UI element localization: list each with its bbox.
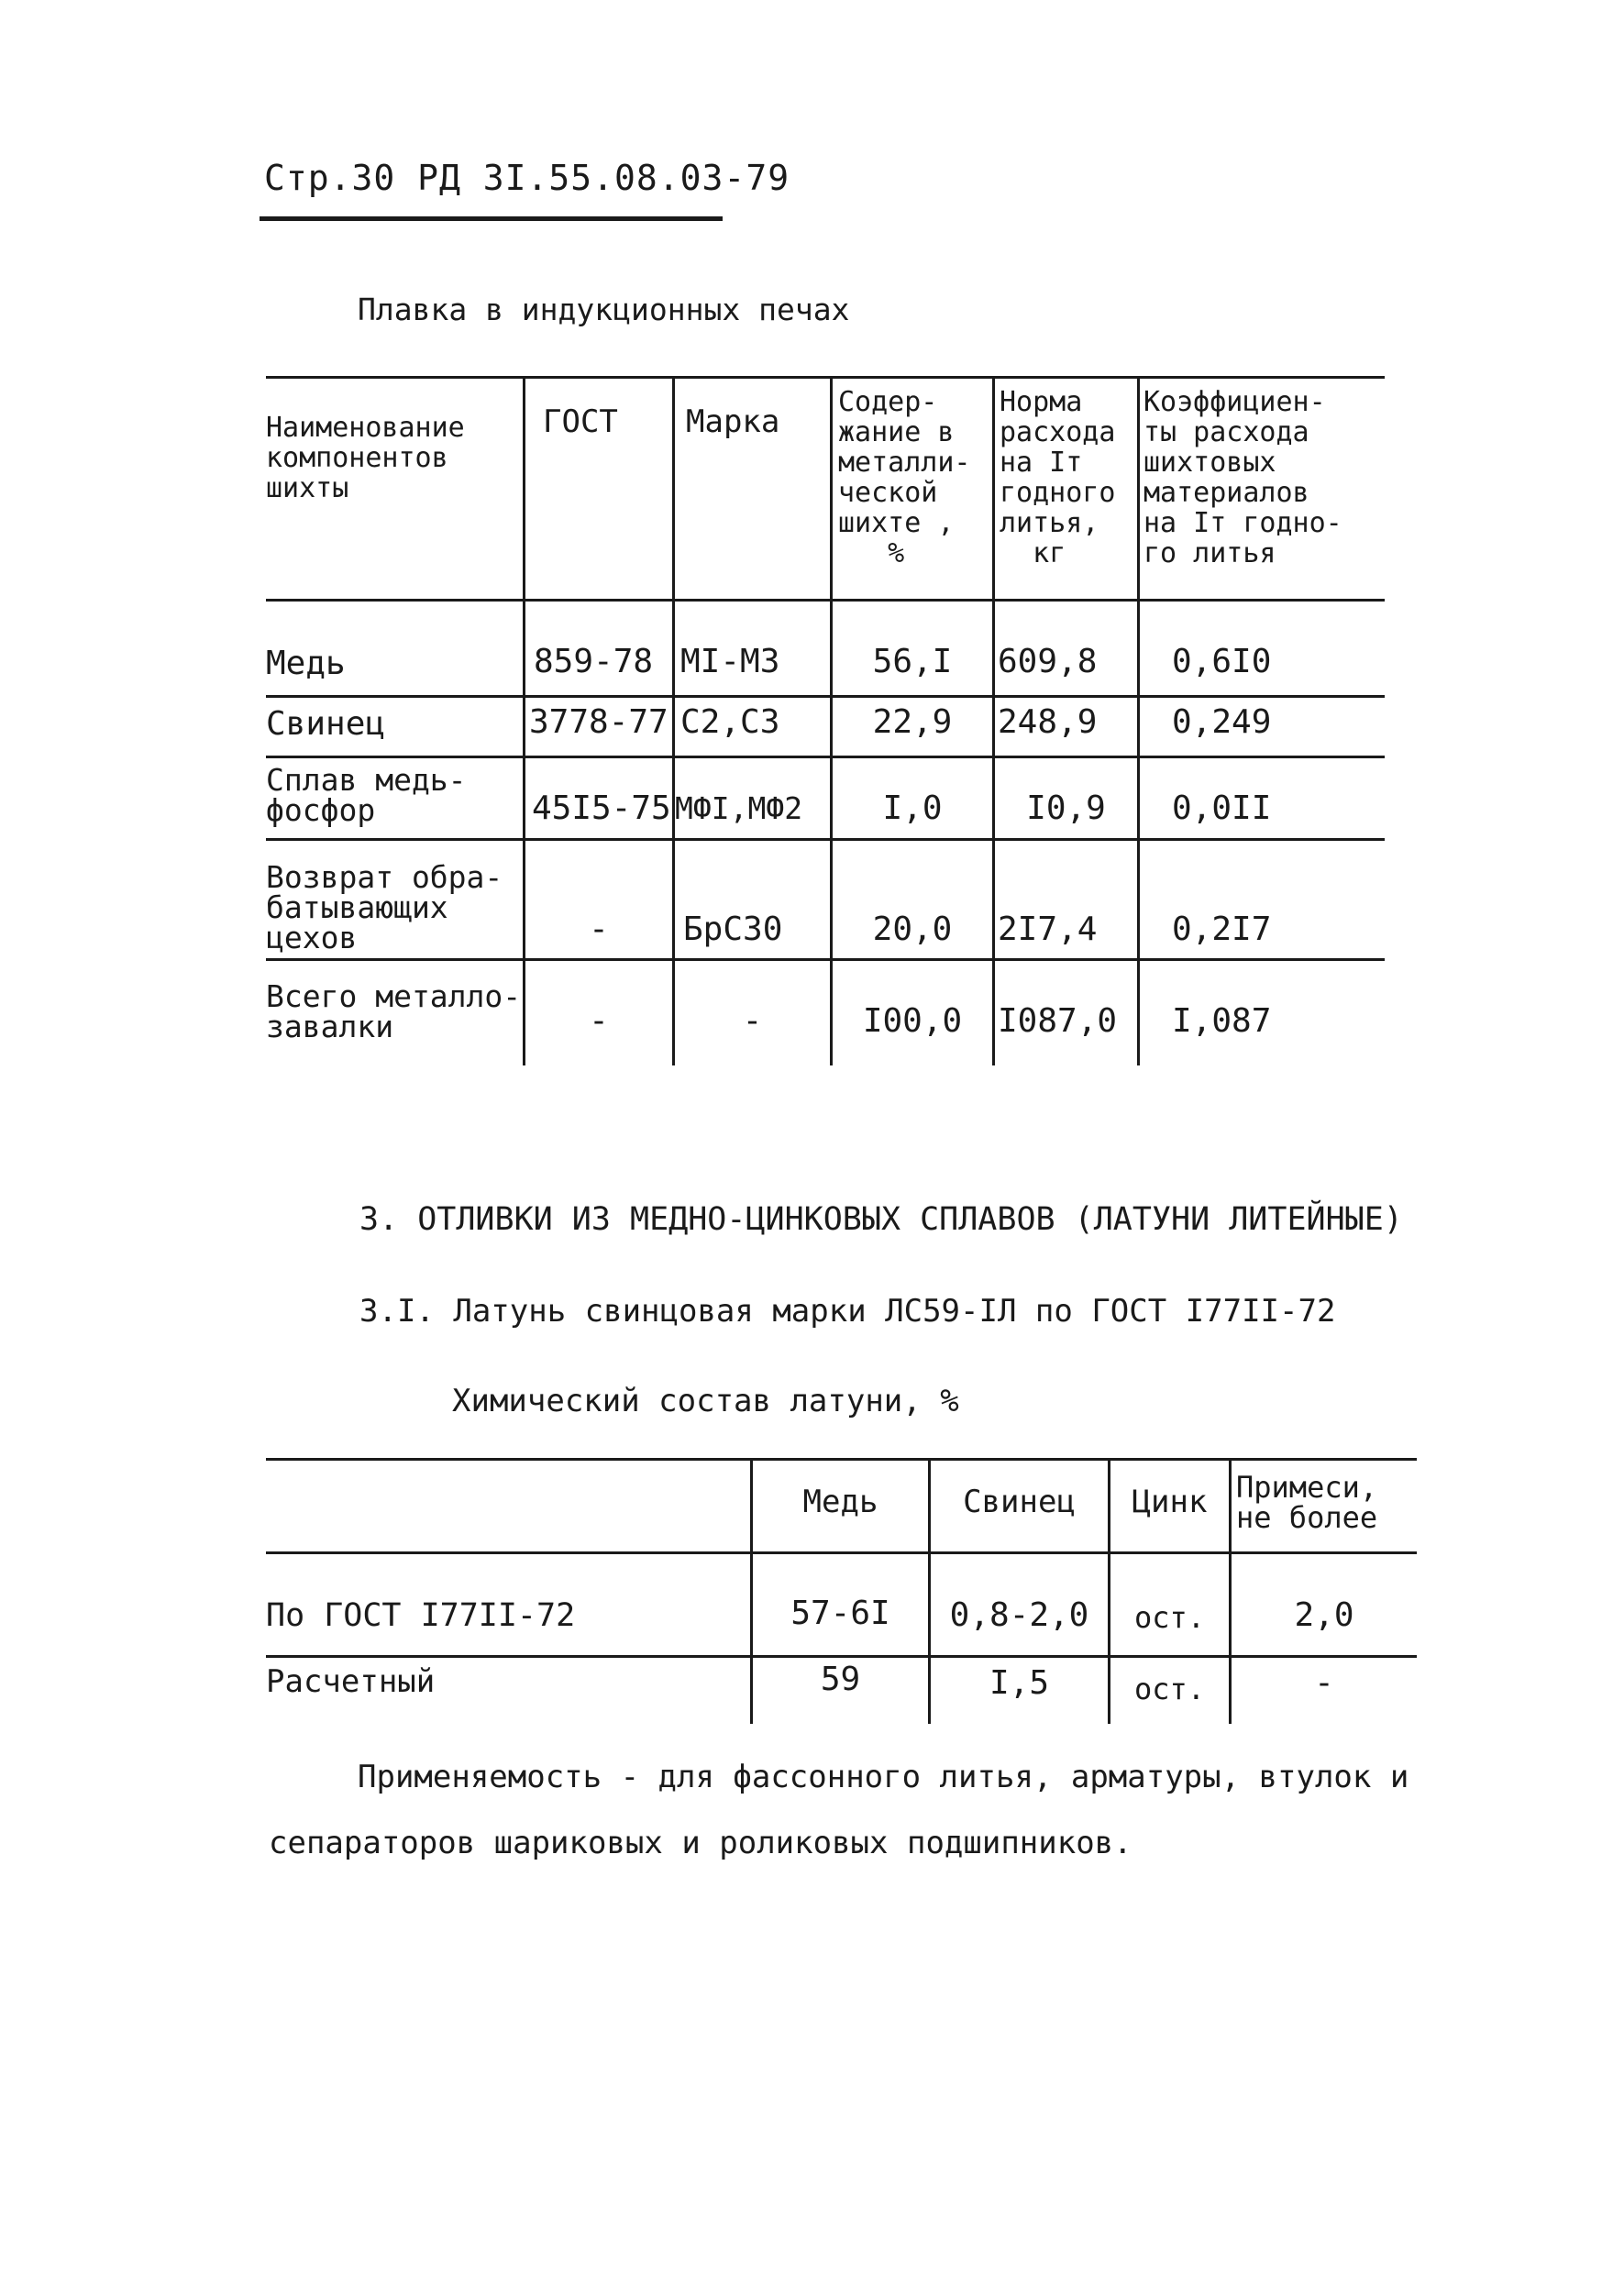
row-content: 22,9 — [872, 703, 953, 741]
header-mark: Марка — [686, 403, 780, 440]
row-coefficient: 0,0II — [1172, 789, 1272, 827]
header-copper: Медь — [802, 1484, 878, 1520]
row-copper: 57-6I — [790, 1595, 890, 1632]
header-coefficient: Коэффициен- ты расхода шихтовых материалов на Iт годно- го литья — [1143, 386, 1342, 569]
table-rule — [266, 958, 1385, 961]
row-content: I,0 — [882, 789, 943, 827]
row-name: Сплав медь- фосфор — [266, 762, 467, 828]
row-zinc: ост. — [1133, 1672, 1206, 1706]
header-zinc: Цинк — [1132, 1484, 1208, 1520]
header-impurities: Примеси, не более — [1236, 1470, 1378, 1535]
row-norm: I0,9 — [1026, 789, 1106, 827]
table-rule — [266, 838, 1385, 841]
table2-caption: Химический состав латуни, % — [452, 1383, 959, 1419]
table1-caption: Плавка в индукционных печах — [358, 292, 850, 327]
header-component-name: Наименование компонентов шихты — [266, 412, 465, 504]
charge-materials-table — [266, 376, 1385, 1065]
row-name: Возврат обра- батывающих цехов — [266, 859, 503, 955]
row-norm: 248,9 — [998, 703, 1098, 741]
row-content: 56,I — [872, 643, 953, 680]
table-rule — [992, 376, 995, 1065]
table-rule — [1137, 376, 1140, 1065]
row-gost: - — [589, 911, 609, 948]
row-norm: I087,0 — [998, 1002, 1118, 1040]
row-zinc: ост. — [1133, 1600, 1206, 1635]
table-rule — [266, 695, 1385, 698]
row-name: Всего металло- завалки — [266, 978, 522, 1044]
row-content: I00,0 — [862, 1002, 963, 1040]
row-copper: 59 — [820, 1661, 861, 1698]
paragraph-line-1: Применяемость - для фассонного литья, арматуры, втулок и — [358, 1759, 1409, 1795]
paragraph-line-2: сепараторов шариковых и роликовых подшипников. — [269, 1825, 1132, 1861]
row-mark: МФI,МФ2 — [675, 790, 803, 826]
header-underline — [260, 216, 723, 221]
row-gost: 859-78 — [534, 643, 654, 680]
row-content: 20,0 — [872, 911, 953, 948]
row-gost: 45I5-75 — [532, 789, 671, 827]
header-lead: Свинец — [963, 1484, 1076, 1520]
header-gost: ГОСТ — [543, 403, 618, 440]
row-name: Расчетный — [266, 1663, 436, 1700]
row-gost: 3778-77 — [529, 703, 668, 741]
row-lead: 0,8-2,0 — [949, 1596, 1089, 1634]
row-name: Медь — [266, 645, 346, 682]
row-coefficient: I,087 — [1172, 1002, 1272, 1040]
row-lead: I,5 — [989, 1664, 1050, 1702]
page-header: Стр.30 РД 3I.55.08.03-79 — [264, 158, 790, 198]
chemical-composition-table — [266, 1458, 1417, 1724]
row-norm: 2I7,4 — [998, 911, 1098, 948]
header-content: Содер- жание в металли- ческой шихте , % — [838, 386, 971, 569]
row-impurities: - — [1314, 1664, 1334, 1702]
row-impurities: 2,0 — [1294, 1596, 1354, 1634]
row-gost: - — [589, 1002, 609, 1040]
row-name: Свинец — [266, 705, 386, 743]
row-mark: - — [742, 1002, 763, 1040]
row-mark: MI-M3 — [680, 643, 780, 680]
table-rule — [266, 1655, 1417, 1658]
section-title: 3. ОТЛИВКИ ИЗ МЕДНО-ЦИНКОВЫХ СПЛАВОВ (ЛАТУНИ ЛИТЕЙНЫЕ) — [359, 1201, 1403, 1238]
row-coefficient: 0,249 — [1172, 703, 1272, 741]
header-norm: Норма расхода на Iт годного литья, кг — [1000, 386, 1116, 569]
table-rule — [266, 376, 1385, 379]
table-rule — [266, 1458, 1417, 1461]
table-rule — [672, 376, 675, 1065]
row-norm: 609,8 — [998, 643, 1098, 680]
table-rule — [266, 599, 1385, 602]
subsection-title: 3.I. Латунь свинцовая марки ЛС59-IЛ по ГОСТ I77II-72 — [359, 1293, 1336, 1330]
table-rule — [266, 1551, 1417, 1554]
table-rule — [266, 756, 1385, 758]
row-mark: C2,C3 — [680, 703, 780, 741]
row-name: По ГОСТ I77II-72 — [266, 1597, 576, 1634]
table-rule — [523, 376, 525, 1065]
row-mark: БрС30 — [683, 911, 783, 948]
row-coefficient: 0,6I0 — [1172, 643, 1272, 680]
row-coefficient: 0,2I7 — [1172, 911, 1272, 948]
